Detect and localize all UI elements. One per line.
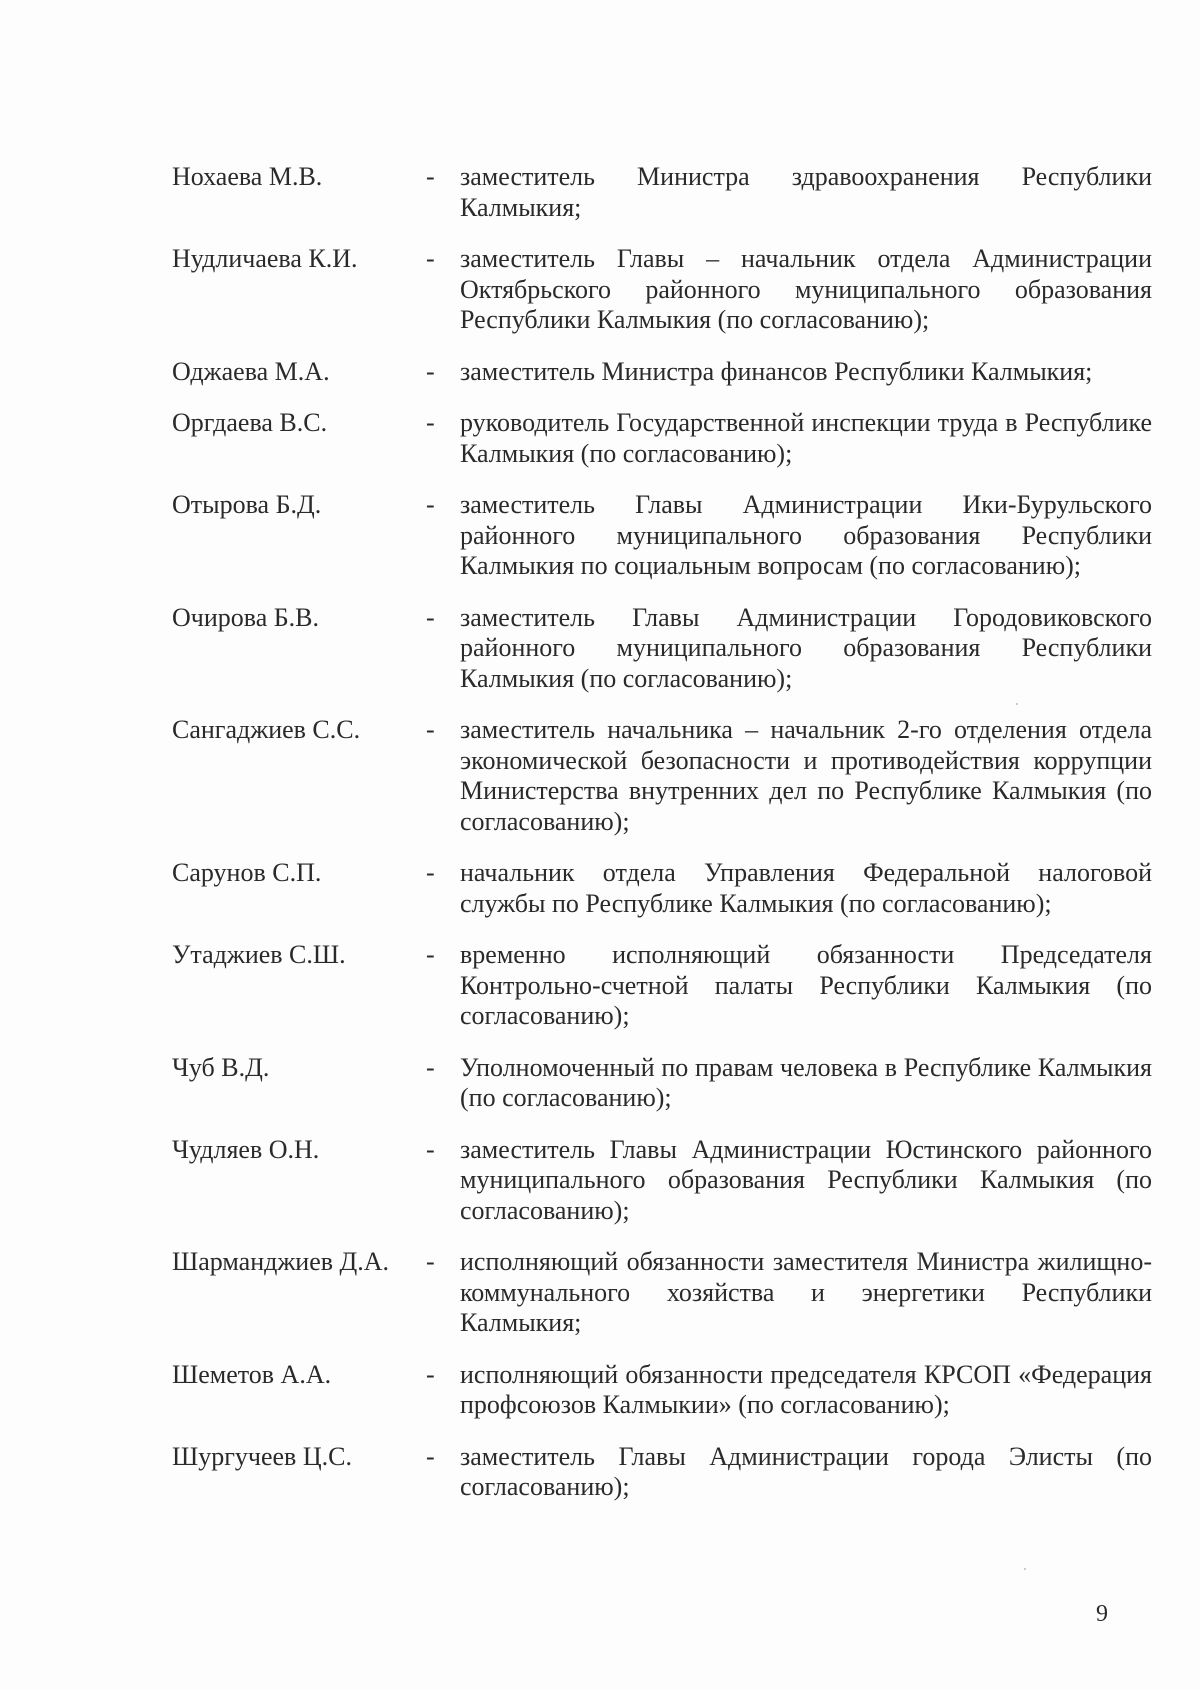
- member-list: [172, 162, 1172, 1524]
- list-item: [172, 408, 1172, 469]
- member-position: заместитель Главы Администрации Ики-Бурульского районного муниципального образования Республики Калмыкия по социальным вопросам (по согласованию);: [460, 490, 1152, 580]
- list-item: [172, 1360, 1172, 1421]
- separator-dash: -: [426, 602, 435, 632]
- separator-dash: -: [426, 715, 435, 744]
- member-name: Нудличаева К.И.: [172, 244, 358, 273]
- member-position: заместитель Министра здравоохранения Республики Калмыкия;: [460, 162, 1152, 222]
- member-name: Оджаева М.А.: [172, 356, 330, 386]
- list-item: [172, 357, 1172, 388]
- list-item: [172, 715, 1172, 837]
- member-position: руководитель Государственной инспекции труда в Республике Калмыкия (по согласованию);: [460, 408, 1152, 468]
- member-position: заместитель Главы Администрации Юстинского районного муниципального образования Республики Калмыкия (по согласованию);: [460, 1134, 1152, 1225]
- separator-dash: -: [426, 356, 435, 386]
- separator-dash: -: [426, 490, 435, 519]
- scan-speck: [1016, 703, 1018, 705]
- member-name: Шарманджиев Д.А.: [172, 1247, 390, 1276]
- list-item: [172, 1247, 1172, 1339]
- list-item: [172, 858, 1172, 919]
- separator-dash: -: [426, 1359, 435, 1389]
- separator-dash: -: [426, 858, 435, 887]
- member-position: временно исполняющий обязанности Председателя Контрольно-счетной палаты Республики Калмыкия (по согласованию);: [460, 940, 1152, 1030]
- member-position: исполняющий обязанности председателя КРСОП «Федерация профсоюзов Калмыкии» (по согласованию);: [460, 1359, 1152, 1419]
- member-name: Шургучеев Ц.С.: [172, 1441, 352, 1471]
- member-name: Шеметов А.А.: [172, 1359, 332, 1389]
- separator-dash: -: [426, 1052, 435, 1082]
- member-name: Сарунов С.П.: [172, 858, 322, 887]
- member-name: Оргдаева В.С.: [172, 408, 328, 437]
- member-position: заместитель начальника – начальник 2-го отделения отдела экономической безопасности и противодействия коррупции Министерства внутренних дел по Республике Калмыкия (по согласованию);: [460, 715, 1152, 836]
- member-name: Утаджиев С.Ш.: [172, 940, 346, 969]
- member-name: Чудляев О.Н.: [172, 1134, 320, 1164]
- member-name: Сангаджиев С.С.: [172, 715, 361, 744]
- member-position: заместитель Главы – начальник отдела Администрации Октябрьского районного муниципального образования Республики Калмыкия (по согласованию);: [460, 244, 1152, 334]
- separator-dash: -: [426, 244, 435, 273]
- separator-dash: -: [426, 162, 435, 191]
- separator-dash: -: [426, 1134, 435, 1164]
- separator-dash: -: [426, 408, 435, 437]
- list-item: [172, 162, 1172, 223]
- member-name: Очирова Б.В.: [172, 602, 320, 632]
- list-item: [172, 244, 1172, 336]
- separator-dash: -: [426, 1247, 435, 1276]
- member-position: заместитель Главы Администрации Городовиковского районного муниципального образования Республики Калмыкия (по согласованию);: [460, 602, 1152, 693]
- page-number: 9: [1096, 1601, 1108, 1627]
- member-position: заместитель Министра финансов Республики Калмыкия;: [460, 356, 1093, 386]
- member-position: Уполномоченный по правам человека в Республике Калмыкия (по согласованию);: [460, 1052, 1152, 1112]
- separator-dash: -: [426, 940, 435, 969]
- list-item: [172, 1053, 1172, 1114]
- scan-speck: [1024, 1568, 1026, 1570]
- list-item: [172, 1442, 1172, 1503]
- list-item: [172, 490, 1172, 582]
- list-item: [172, 940, 1172, 1032]
- member-position: начальник отдела Управления Федеральной налоговой службы по Республике Калмыкия (по согласованию);: [460, 858, 1152, 918]
- member-position: исполняющий обязанности заместителя Министра жилищно-коммунального хозяйства и энергетики Республики Калмыкия;: [460, 1247, 1152, 1337]
- member-name: Отырова Б.Д.: [172, 490, 322, 519]
- separator-dash: -: [426, 1441, 435, 1471]
- list-item: [172, 1135, 1172, 1227]
- member-name: Чуб В.Д.: [172, 1052, 270, 1082]
- member-position: заместитель Главы Администрации города Элисты (по согласованию);: [460, 1441, 1152, 1501]
- list-item: [172, 603, 1172, 695]
- member-name: Нохаева М.В.: [172, 162, 323, 191]
